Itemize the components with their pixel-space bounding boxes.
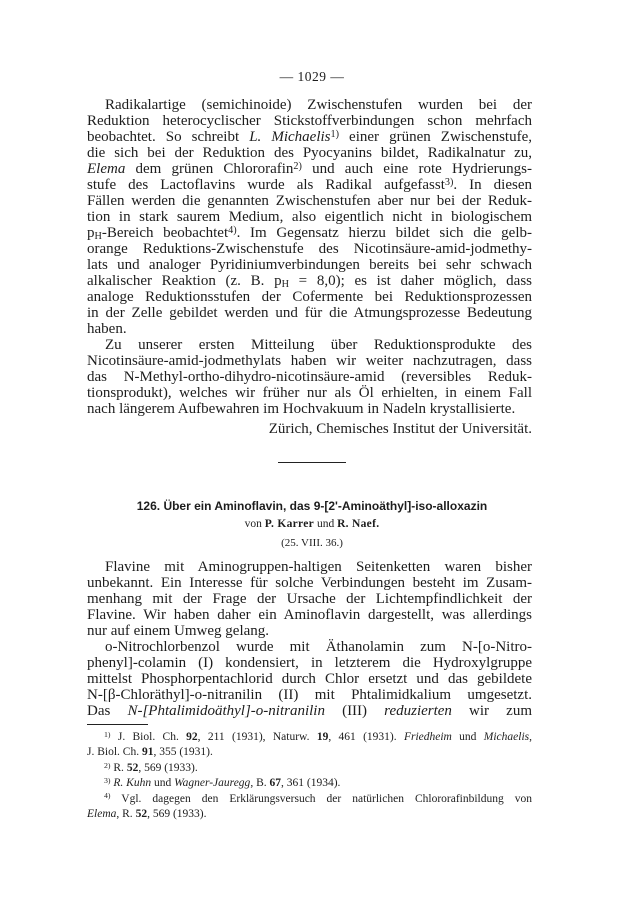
text-run: Flavine mit Aminogruppen-haltigen Seitenketten waren bisher [105, 559, 532, 575]
text-run: , 355 (1931). [153, 746, 213, 759]
text-line [87, 145, 532, 161]
text-run: tionsprodukt), welches wir früher nur als Öl erhielten, in einem Fall [87, 385, 532, 401]
text-line [87, 607, 532, 623]
text-line [87, 730, 532, 745]
text-line [87, 385, 532, 401]
text-run: Das [87, 703, 128, 719]
author-byline [0, 516, 624, 532]
text-run: phenyl]-colamin (I) kondensiert, in letzterem die Hydroxylgruppe [87, 655, 532, 671]
text-line [87, 305, 532, 321]
footnote-marker: 2) [293, 160, 302, 172]
italic-text: N-[Phtalimidoäthyl]-o-nitranilin [127, 703, 325, 719]
text-run: wir zum [451, 703, 532, 719]
text-run: das N-Methyl-ortho-dihydro-nicotinsäure-amid (reversibles Reduk- [87, 369, 532, 385]
byline-prefix: von [244, 518, 262, 530]
text-run: o-Nitrochlorbenzol wurde mit Äthanolamin zum N-[o-Nitro- [105, 639, 532, 655]
text-run: J. Biol. Ch. [110, 731, 187, 743]
text-run: stufe des Lactoflavins wurde als Radikal aufgefasst [87, 177, 445, 193]
subscript-text: H [94, 231, 102, 243]
text-line [87, 703, 532, 719]
text-run: R. [110, 761, 127, 774]
footnote [87, 792, 532, 823]
continued-text-section [87, 97, 532, 437]
text-run: J. Biol. Ch. [87, 746, 142, 759]
text-run: einer grünen Zwischenstufe, [339, 129, 533, 145]
bold-text: 91 [141, 746, 154, 759]
text-run: , 461 (1931). [328, 731, 404, 743]
footnote-divider [87, 724, 148, 725]
footnote-marker: 3) [104, 775, 111, 785]
text-run: , 569 (1933). [138, 761, 198, 774]
byline-conjunction: und [316, 518, 335, 530]
footnote [87, 730, 532, 761]
text-run: und [151, 777, 175, 790]
text-run: orange Reduktions-Zwischenstufe des Nicotinsäure-amid-jodmethy- [87, 241, 532, 257]
text-line [87, 225, 532, 241]
text-line [87, 241, 532, 257]
footnote [87, 761, 532, 776]
author-name: P. Karrer [264, 518, 315, 530]
text-run: = 8,0); es ist daher möglich, dass [288, 273, 533, 289]
text-run: lats und analoger Pyridiniumverbindungen bereits bei sehr schwach [87, 257, 532, 273]
text-run: mittelst Phosphorpentachlorid durch Chlor ersetzt und das gebildete [87, 671, 532, 687]
text-run: unbekannt. Ein Interesse für solche Verbindungen besteht im Zusam- [87, 575, 532, 591]
text-line [87, 671, 532, 687]
text-line [87, 97, 532, 113]
footnote-marker: 1) [104, 729, 111, 739]
text-line [87, 161, 532, 177]
text-line [87, 209, 532, 225]
bold-text: 52 [126, 761, 139, 774]
text-line [87, 369, 532, 385]
text-line [87, 257, 532, 273]
footnote-marker: 4) [104, 791, 111, 801]
text-line [87, 193, 532, 209]
text-run: beobachtet. So schreibt [87, 129, 250, 145]
text-run: menhang mit der Frage der Ursache der Lichtempfindlichkeit der [87, 591, 532, 607]
italic-text: reduzierten [384, 703, 452, 719]
text-run: dem grünen Chlororafin [125, 161, 294, 177]
text-line [87, 129, 532, 145]
text-run: tion in stark saurem Medium, also eigentlich nicht in biologischem [87, 209, 532, 225]
text-line [87, 687, 532, 703]
text-run: haben. [87, 321, 127, 337]
bold-text: 67 [269, 777, 281, 790]
text-run: und auch eine rote Hydrierungs- [301, 161, 532, 177]
text-line [87, 591, 532, 607]
footnote-marker: 3) [444, 176, 454, 188]
text-run: , [529, 731, 532, 743]
text-run: Radikalartige (semichinoide) Zwischenstufen wurden bei der [105, 97, 532, 113]
italic-text: Elema [87, 807, 117, 820]
text-line [87, 559, 532, 575]
text-line [87, 273, 532, 289]
italic-text: Wagner-Jauregg [174, 777, 251, 790]
italic-text: Friedheim [403, 731, 452, 743]
bold-text: 19 [316, 731, 329, 743]
text-line [87, 623, 532, 639]
italic-text: Michaelis [483, 731, 530, 743]
article-title: 126. Über ein Aminoflavin, das 9-[2'-Aminoäthyl]-iso-alloxazin [136, 499, 488, 513]
text-run: -Bereich beobachtet [101, 225, 229, 241]
article-body [87, 559, 532, 719]
paragraph [87, 97, 532, 337]
text-line [87, 113, 532, 129]
text-run: nur auf einem Umweg gelang. [87, 623, 270, 639]
text-run: Vgl. dagegen den Erklärungsversuch der natürlichen Chlororafinbildung von [110, 792, 532, 805]
text-run: , R. [116, 807, 136, 820]
text-run: Reduktion heterocyclischer Stickstoffverbindungen schon mehrfach [87, 113, 532, 129]
received-date: (25. VIII. 36.) [281, 537, 343, 549]
text-run: . In diesen [453, 177, 532, 193]
institution-signature: Zürich, Chemisches Institut der Universität. [268, 421, 532, 437]
text-run: , 569 (1933). [147, 807, 207, 820]
text-line [87, 401, 532, 417]
text-run: analoge Reduktionsstufen der Cofermente bei Reduktionsprozessen [87, 289, 532, 305]
footnote-marker: 4) [228, 224, 237, 236]
italic-text: Elema [87, 161, 126, 177]
text-line [87, 776, 532, 791]
text-run: Zu unserer ersten Mitteilung über Reduktionsprodukte des [105, 337, 532, 353]
text-run: Nicotinsäure-amid-jodmethylats haben wir weiter nachzutragen, dass [87, 353, 532, 369]
text-line [87, 353, 532, 369]
text-line [87, 575, 532, 591]
text-run: die sich bei der Reduktion des Pyocyanins bildet, Radikalnatur zu, [87, 145, 532, 161]
text-line [87, 792, 532, 807]
paragraph [87, 639, 532, 719]
subscript-text: H [281, 279, 289, 291]
paragraph [87, 559, 532, 639]
bold-text: 92 [186, 731, 198, 743]
section-divider [278, 462, 346, 463]
text-line [87, 337, 532, 353]
text-run: und [451, 731, 484, 743]
text-run: p [87, 225, 95, 241]
text-run: , 361 (1934). [280, 777, 341, 790]
italic-text: R. Kuhn [113, 777, 152, 790]
footnote-marker: 2) [104, 760, 111, 770]
text-run: , B. [250, 777, 270, 790]
text-line [87, 177, 532, 193]
text-run: Flavine. Wir haben daher ein Aminoflavin dargestellt, was allerdings [87, 607, 532, 623]
text-line [87, 761, 532, 776]
italic-text: L. Michaelis [249, 129, 331, 145]
bold-text: 52 [135, 807, 148, 820]
text-line [87, 321, 532, 337]
text-line [87, 745, 532, 760]
author-name: R. Naef. [337, 518, 380, 530]
text-run: Fällen werden die genannten Zwischenstufen aber nur bei der Reduk- [87, 193, 532, 209]
text-run: N-[β-Chloräthyl]-o-nitranilin (II) mit Phtalimidkalium umgesetzt. [87, 687, 532, 703]
text-line [87, 655, 532, 671]
text-run: nach längerem Aufbewahren im Hochvakuum in Nadeln krystallisierte. [87, 401, 516, 417]
text-run: (III) [324, 703, 385, 719]
text-line [87, 807, 532, 822]
text-run: , 211 (1931), Naturw. [197, 731, 317, 743]
page-number: — 1029 — [279, 69, 345, 84]
footnote-marker: 1) [330, 128, 339, 140]
footnotes [87, 730, 532, 822]
text-line [87, 639, 532, 655]
text-run: in der Zelle gebildet werden und für die Atmungsprozesse Bedeutung [87, 305, 532, 321]
text-line [87, 289, 532, 305]
text-run: alkalischer Reaktion (z. B. p [87, 273, 282, 289]
footnote [87, 776, 532, 791]
text-run: . Im Gegensatz hierzu bildet sich die gelb- [236, 225, 533, 241]
paragraph [87, 337, 532, 417]
